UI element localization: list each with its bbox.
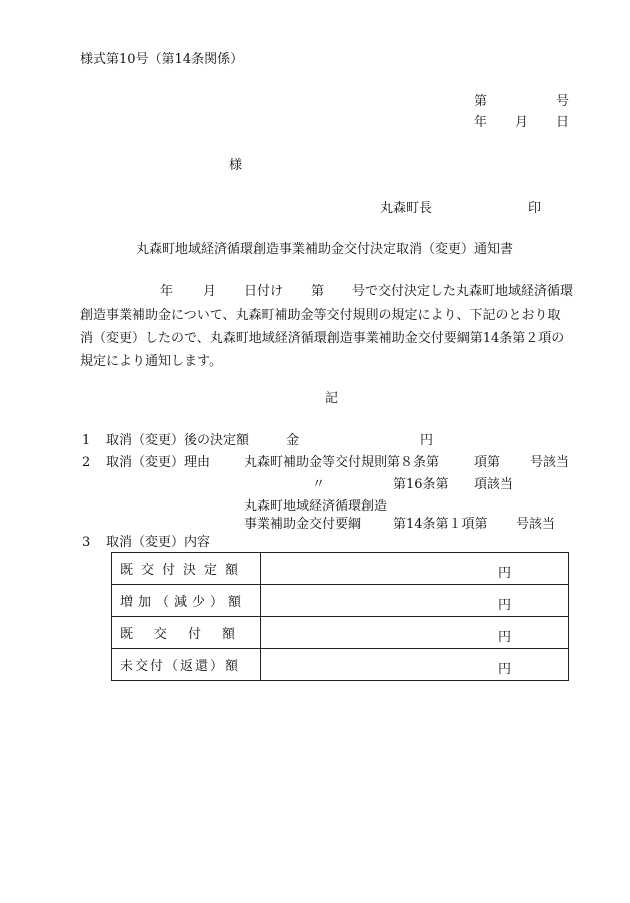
item3-number: 3 bbox=[82, 535, 91, 550]
item2-rule1-c: 号該当 bbox=[530, 455, 570, 470]
body-line1-rest: 号で交付決定した丸森町地域経済循環 bbox=[352, 284, 574, 299]
item2-number: 2 bbox=[82, 455, 91, 470]
body-line3: 消（変更）したので、丸森町地域経済循環創造事業補助金交付要綱第14条第２項の bbox=[80, 331, 565, 346]
body-year: 年 bbox=[160, 284, 174, 299]
issuer-seal: 印 bbox=[528, 201, 542, 216]
body-day-dated: 日付け bbox=[244, 284, 284, 299]
doc-number-suffix: 号 bbox=[556, 94, 570, 109]
date-day: 日 bbox=[556, 115, 570, 130]
detail-table bbox=[111, 552, 569, 681]
item2-rule3-line1: 丸森町地域経済循環創造 bbox=[244, 499, 388, 514]
item2-rule1-b: 項第 bbox=[474, 455, 501, 470]
ki-heading: 記 bbox=[325, 391, 339, 406]
body-line2: 創造事業補助金について、丸森町補助金等交付規則の規定により、下記のとおり取 bbox=[80, 308, 561, 323]
item2-rule1-a: 丸森町補助金等交付規則第８条第 bbox=[244, 455, 440, 470]
row-value-cell bbox=[261, 649, 569, 681]
form-number: 様式第10号（第14条関係） bbox=[80, 52, 244, 67]
row-unit: 円 bbox=[498, 630, 512, 645]
item2-ditto: 〃 bbox=[312, 477, 326, 492]
item1-kin: 金 bbox=[286, 433, 300, 448]
row-label: 既交付額 bbox=[112, 617, 261, 649]
item3-label: 取消（変更）内容 bbox=[106, 535, 211, 550]
item1-number: 1 bbox=[82, 433, 91, 448]
body-dai: 第 bbox=[311, 284, 325, 299]
doc-number-prefix: 第 bbox=[474, 94, 488, 109]
table-row bbox=[112, 553, 569, 585]
body-line4: 規定により通知します。 bbox=[80, 354, 222, 369]
row-label: 既交付決定額 bbox=[112, 553, 261, 585]
table-row bbox=[112, 585, 569, 617]
item1-label: 取消（変更）後の決定額 bbox=[106, 433, 250, 448]
row-unit: 円 bbox=[498, 598, 512, 613]
row-value-cell bbox=[261, 585, 569, 617]
body-month: 月 bbox=[203, 284, 217, 299]
row-unit: 円 bbox=[498, 662, 512, 677]
row-value-cell bbox=[261, 617, 569, 649]
item1-yen: 円 bbox=[420, 433, 434, 448]
item2-rule3-b: 号該当 bbox=[516, 517, 556, 532]
item2-rule3-line2: 事業補助金交付要綱 bbox=[244, 517, 362, 532]
row-unit: 円 bbox=[498, 566, 512, 581]
document-title: 丸森町地域経済循環創造事業補助金交付決定取消（変更）通知書 bbox=[136, 242, 514, 257]
table-row bbox=[112, 649, 569, 681]
table-row bbox=[112, 617, 569, 649]
item2-label: 取消（変更）理由 bbox=[106, 455, 211, 470]
item2-rule2-a: 第16条第 bbox=[393, 477, 449, 492]
date-year: 年 bbox=[474, 115, 488, 130]
issuer-name: 丸森町長 bbox=[380, 201, 433, 216]
row-value-cell bbox=[261, 553, 569, 585]
item2-rule2-b: 項該当 bbox=[474, 477, 514, 492]
addressee-suffix: 様 bbox=[229, 158, 243, 173]
item2-rule3-a: 第14条第１項第 bbox=[393, 517, 488, 532]
row-label: 未交付（返還）額 bbox=[112, 649, 261, 681]
row-label: 増加（減少）額 bbox=[112, 585, 261, 617]
date-month: 月 bbox=[515, 115, 529, 130]
